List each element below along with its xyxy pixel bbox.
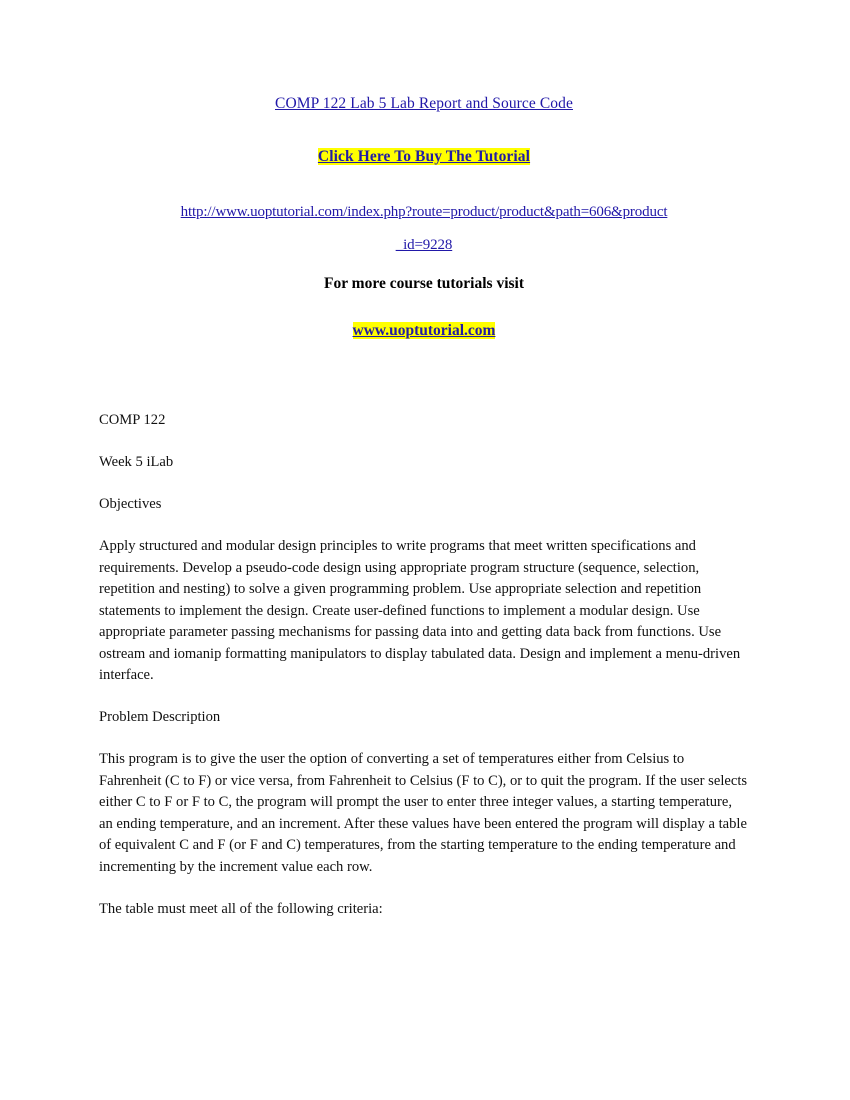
spacer (99, 291, 749, 323)
product-url-link-part2[interactable]: _id=9228 (395, 236, 453, 253)
product-url-line-1 (99, 196, 749, 229)
visit-prompt-text: For more course tutorials visit (323, 274, 525, 292)
product-url-line-2 (99, 229, 749, 262)
problem-description-heading: Problem Description (99, 709, 221, 725)
objectives-paragraph: Apply structured and modular design principles to write programs that meet written specifications and requirements. Develop a pseudo-code design using appropriate program structure (sequence, selection, repetition and nesting) to solve a given programming problem. Use appropriate selection and repetition statements to implement the design. Create user-defined functions to implement a modular design. Use appropriate parameter passing mechanisms for passing data into and getting data back from functions. Use ostream and iomanip formatting manipulators to display tabulated data. Design and implement a menu-driven interface. (99, 538, 741, 683)
criteria-intro-text: The table must meet all of the following criteria: (99, 900, 383, 917)
spacer (99, 112, 749, 149)
buy-tutorial-line (99, 149, 749, 165)
site-link-line (99, 323, 749, 339)
objectives-heading: Objectives (99, 496, 162, 512)
document-body (99, 410, 749, 920)
spacer (99, 165, 749, 196)
buy-tutorial-link[interactable]: Click Here To Buy The Tutorial (317, 147, 531, 165)
problem-description-paragraph: This program is to give the user the option of converting a set of temperatures either from Celsius to Fahrenheit (C to F) or vice versa, from Fahrenheit to Celsius (F to C), or to quit the program. If the user selects either C to F or F to C, the program will prompt the user to enter three integer values, a starting temperature, an ending temperature, and an increment. After these values have been entered the program will display a table of equivalent C and F (or F and C) temperatures, from the starting temperature to the ending temperature and incrementing by the increment value each row. (99, 751, 748, 875)
spacer (99, 262, 749, 276)
week-label-text: Week 5 iLab (99, 454, 174, 470)
product-url-link-part1[interactable]: http://www.uoptutorial.com/index.php?route=product/product&path=606&product (180, 203, 668, 220)
course-code-text: COMP 122 (99, 412, 166, 428)
site-url-link[interactable]: www.uoptutorial.com (352, 322, 496, 339)
document-title-link[interactable]: COMP 122 Lab 5 Lab Report and Source Code (275, 95, 573, 112)
document-content (99, 96, 749, 920)
